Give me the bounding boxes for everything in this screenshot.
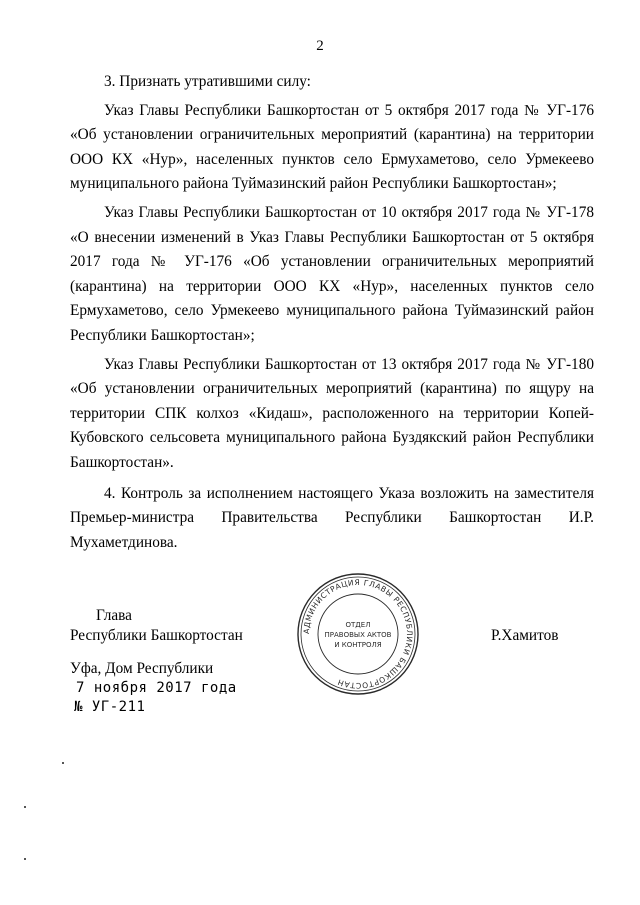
item-4-control-paragraph: 4. Контроль за исполнением настоящего Указа возложить на заместителя Премьер-министра Правительства Республики Башкортостан И.Р. Мухаметдинова.	[70, 484, 594, 551]
signatory-title-line2: Республики Башкортостан	[70, 627, 243, 644]
signatory-title-line1: Глава	[96, 607, 132, 624]
seal-center-line3: И КОНТРОЛЯ	[334, 641, 382, 649]
signing-place: Уфа, Дом Республики	[70, 660, 214, 677]
page-number: 2	[316, 38, 324, 54]
seal-center-line2: ПРАВОВЫХ АКТОВ	[324, 631, 392, 639]
item-3-heading: 3. Признать утратившими силу:	[104, 73, 311, 90]
official-seal	[296, 572, 420, 696]
seal-center-line1: ОТДЕЛ	[345, 621, 371, 629]
signing-date: 7 ноября 2017 года	[76, 680, 237, 696]
decree-ug-180-paragraph: Указ Главы Республики Башкортостан от 13 октября 2017 года № УГ-180 «Об установлении ограничительных мероприятий (карантина) по ящуру на территории СПК колхоз «Кидаш», расположенного на территории Копей-Кубовского сельсовета муниципального района Буздякский район Республики Башкортостан».	[70, 355, 594, 471]
decree-ug-178-paragraph: Указ Главы Республики Башкортостан от 10 октября 2017 года № УГ-178 «О внесении изменений в Указ Главы Республики Башкортостан от 5 октября 2017 года № УГ-176 «Об установлении ограничительных мероприятий (карантина) на территории ООО КХ «Нур», населенных пунктов село Ермухаметово, село Урмекеево муниципального района Туймазинский район Республики Башкортостан»;	[70, 203, 594, 344]
document-body	[70, 70, 594, 559]
seal-outer-text: АДМИНИСТРАЦИЯ ГЛАВЫ РЕСПУБЛИКИ БАШКОРТОСТАН	[301, 577, 415, 691]
decree-ug-176-paragraph: Указ Главы Республики Башкортостан от 5 октября 2017 года № УГ-176 «Об установлении ограничительных мероприятий (карантина) на территории ООО КХ «Нур», населенных пунктов село Ермухаметово, село Урмекеево муниципального района Туймазинский район Республики Башкортостан»;	[70, 101, 594, 193]
scan-speck	[62, 762, 64, 764]
scan-speck	[24, 858, 26, 860]
scan-speck	[24, 806, 26, 808]
seal-graphic	[296, 572, 420, 696]
signatory-name: Р.Хамитов	[491, 627, 559, 644]
document-number: № УГ-211	[74, 699, 146, 715]
